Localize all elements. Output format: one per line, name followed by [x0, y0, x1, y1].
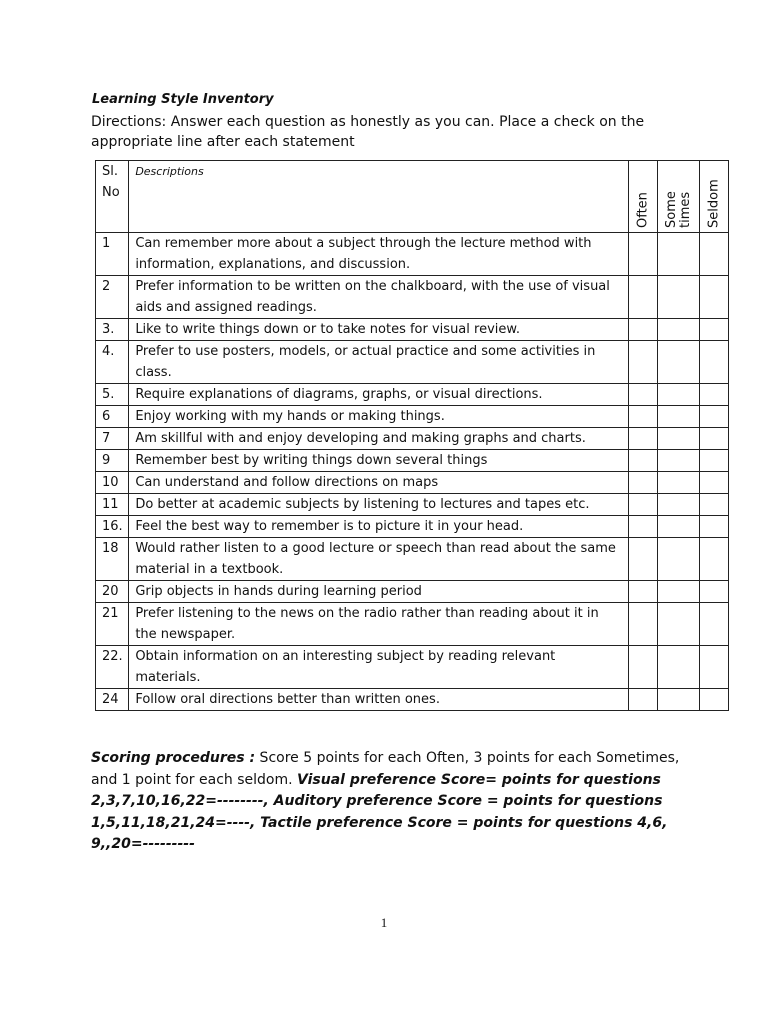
often-check-cell[interactable] [629, 341, 658, 384]
table-row [96, 538, 729, 581]
row-number: 11 [96, 494, 129, 516]
often-check-cell[interactable] [629, 516, 658, 538]
often-check-cell[interactable] [629, 494, 658, 516]
seldom-check-cell[interactable] [700, 538, 729, 581]
often-check-cell[interactable] [629, 538, 658, 581]
page-number: 1 [380, 915, 388, 930]
seldom-check-cell[interactable] [700, 494, 729, 516]
table-row [96, 494, 729, 516]
sometimes-check-cell[interactable] [657, 233, 699, 276]
row-number: 2 [96, 276, 129, 319]
seldom-check-cell[interactable] [700, 233, 729, 276]
row-number: 9 [96, 450, 129, 472]
header-sometimes [657, 161, 699, 233]
seldom-check-cell[interactable] [700, 406, 729, 428]
row-description: Like to write things down or to take notes for visual review. [129, 319, 629, 341]
row-number: 6 [96, 406, 129, 428]
often-check-cell[interactable] [629, 428, 658, 450]
often-check-cell[interactable] [629, 450, 658, 472]
often-check-cell[interactable] [629, 603, 658, 646]
seldom-check-cell[interactable] [700, 384, 729, 406]
row-number: 1 [96, 233, 129, 276]
often-check-cell[interactable] [629, 276, 658, 319]
sometimes-check-cell[interactable] [657, 603, 699, 646]
scoring-procedures [91, 748, 691, 856]
seldom-check-cell[interactable] [700, 581, 729, 603]
row-number: 21 [96, 603, 129, 646]
table-row [96, 276, 729, 319]
row-description: Can understand and follow directions on maps [129, 472, 629, 494]
often-check-cell[interactable] [629, 581, 658, 603]
sometimes-check-cell[interactable] [657, 450, 699, 472]
seldom-check-cell[interactable] [700, 689, 729, 711]
seldom-check-cell[interactable] [700, 319, 729, 341]
sometimes-check-cell[interactable] [657, 581, 699, 603]
often-check-cell[interactable] [629, 319, 658, 341]
header-often [629, 161, 658, 233]
row-number: 10 [96, 472, 129, 494]
row-number: 24 [96, 689, 129, 711]
row-number: 3. [96, 319, 129, 341]
table-row [96, 233, 729, 276]
often-check-cell[interactable] [629, 384, 658, 406]
row-description: Require explanations of diagrams, graphs, or visual directions. [129, 384, 629, 406]
sometimes-check-cell[interactable] [657, 276, 699, 319]
seldom-check-cell[interactable] [700, 516, 729, 538]
seldom-check-cell[interactable] [700, 603, 729, 646]
row-number: 22. [96, 646, 129, 689]
scoring-label: Scoring procedures : [91, 750, 256, 766]
header-serial-no: Sl. No [96, 161, 129, 233]
sometimes-check-cell[interactable] [657, 516, 699, 538]
document-title: Learning Style Inventory [92, 92, 274, 107]
directions [91, 112, 671, 152]
row-description: Obtain information on an interesting subject by reading relevant materials. [129, 646, 629, 689]
inventory-table [95, 160, 729, 711]
row-description: Feel the best way to remember is to picture it in your head. [129, 516, 629, 538]
row-number: 20 [96, 581, 129, 603]
directions-label: Directions [91, 114, 162, 130]
directions-text: : Answer each question as honestly as you can. Place a check on the appropriate line after each statement [91, 114, 645, 150]
row-description: Follow oral directions better than written ones. [129, 689, 629, 711]
seldom-check-cell[interactable] [700, 472, 729, 494]
row-number: 7 [96, 428, 129, 450]
header-descriptions: Descriptions [129, 161, 629, 233]
sometimes-check-cell[interactable] [657, 406, 699, 428]
header-sometimes-label: Some times [663, 191, 693, 228]
row-description: Grip objects in hands during learning period [129, 581, 629, 603]
sometimes-check-cell[interactable] [657, 319, 699, 341]
table-row [96, 450, 729, 472]
tactile-score-line: Tactile preference Score = points for questions 4,6, 9,,20=--------- [91, 814, 668, 852]
seldom-check-cell[interactable] [700, 341, 729, 384]
table-row [96, 319, 729, 341]
table-row [96, 406, 729, 428]
table-row [96, 341, 729, 384]
seldom-check-cell[interactable] [700, 428, 729, 450]
row-description: Prefer listening to the news on the radio rather than reading about it in the newspaper. [129, 603, 629, 646]
table-row [96, 516, 729, 538]
seldom-check-cell[interactable] [700, 450, 729, 472]
row-description: Remember best by writing things down several things [129, 450, 629, 472]
row-description: Am skillful with and enjoy developing and making graphs and charts. [129, 428, 629, 450]
row-description: Can remember more about a subject through the lecture method with information, explanations, and discussion. [129, 233, 629, 276]
sometimes-check-cell[interactable] [657, 494, 699, 516]
row-description: Do better at academic subjects by listening to lectures and tapes etc. [129, 494, 629, 516]
often-check-cell[interactable] [629, 233, 658, 276]
table-row [96, 472, 729, 494]
sometimes-check-cell[interactable] [657, 384, 699, 406]
sometimes-check-cell[interactable] [657, 538, 699, 581]
table-row [96, 384, 729, 406]
header-often-label: Often [635, 192, 651, 228]
table-row [96, 646, 729, 689]
header-seldom-label: Seldom [706, 179, 722, 228]
header-seldom [700, 161, 729, 233]
table-row [96, 689, 729, 711]
sometimes-check-cell[interactable] [657, 428, 699, 450]
often-check-cell[interactable] [629, 646, 658, 689]
often-check-cell[interactable] [629, 406, 658, 428]
row-description: Enjoy working with my hands or making things. [129, 406, 629, 428]
row-description: Prefer information to be written on the chalkboard, with the use of visual aids and assigned readings. [129, 276, 629, 319]
row-number: 18 [96, 538, 129, 581]
row-number: 5. [96, 384, 129, 406]
row-number: 16. [96, 516, 129, 538]
seldom-check-cell[interactable] [700, 646, 729, 689]
row-description: Would rather listen to a good lecture or speech than read about the same material in a textbook. [129, 538, 629, 581]
sometimes-check-cell[interactable] [657, 689, 699, 711]
seldom-check-cell[interactable] [700, 276, 729, 319]
sometimes-check-cell[interactable] [657, 341, 699, 384]
table-row [96, 603, 729, 646]
auditory-score-line: Auditory preference Score = points for questions 1,5,11,18,21,24=----, [91, 793, 663, 831]
row-number: 4. [96, 341, 129, 384]
sometimes-check-cell[interactable] [657, 646, 699, 689]
scoring-text: Score 5 points for each Often, 3 points for each Sometimes, and 1 point for each seldom. [91, 750, 680, 788]
sometimes-check-cell[interactable] [657, 472, 699, 494]
row-description: Prefer to use posters, models, or actual practice and some activities in class. [129, 341, 629, 384]
table-header-row [96, 161, 729, 233]
often-check-cell[interactable] [629, 472, 658, 494]
visual-score-line: Visual preference Score= points for questions 2,3,7,10,16,22=--------, [91, 771, 661, 809]
table-row [96, 428, 729, 450]
often-check-cell[interactable] [629, 689, 658, 711]
table-row [96, 581, 729, 603]
